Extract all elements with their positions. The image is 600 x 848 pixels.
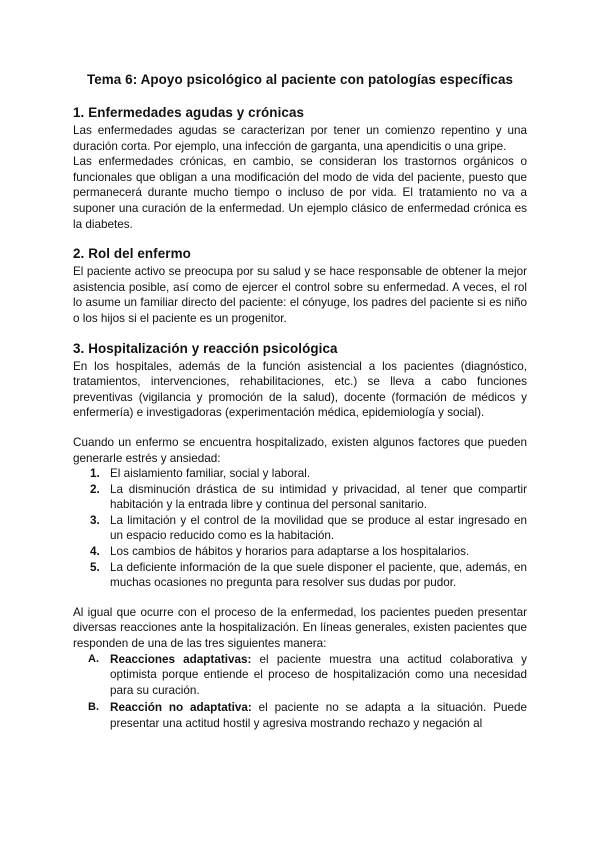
reaction-label: Reacciones adaptativas: [110,652,252,666]
list-item [73,466,527,482]
list-number: 2. [90,482,100,496]
list-item [73,482,527,513]
paragraph: En los hospitales, además de la función asistencial a los pacientes (diagnóstico, tratamientos, intervenciones, rehabilitaciones, etc.) se lleva a cabo funciones preventivas (vigilancia y promoción de la salud), docente (formación de médicos y enfermería) e investigadoras (experimentación médica, epidemiología y social). [73,359,527,420]
section-acute-chronic [73,105,527,232]
stress-factors-list [73,466,527,591]
list-letter: B. [88,701,99,714]
list-item-text: Los cambios de hábitos y horarios para adaptarse a los hospitalarios. [110,545,470,559]
list-number: 1. [90,467,100,481]
list-item [73,544,527,560]
section-sick-role [73,246,527,326]
paragraph: El paciente activo se preocupa por su salud y se hace responsable de obtener la mejor asistencia posible, así como de ejercer el control sobre su enfermedad. A veces, el rol lo asume un familiar directo del paciente: el cónyuge, los padres del paciente si es niño o los hijos si el paciente es un progenitor. [73,265,527,325]
list-item [73,700,527,731]
reactions-list [73,652,527,732]
document-page [73,72,527,746]
list-letter: A. [88,652,99,665]
list-item [73,652,527,699]
list-number: 3. [90,513,100,527]
section-heading: 1. Enfermedades agudas y crónicas [73,105,305,120]
paragraph: Las enfermedades crónicas, en cambio, se consideran los trastornos orgánicos o funcionales que obligan a una modificación del modo de vida del paciente, puesto que permanecerá durante mucho tiempo o incluso de por vida. El tratamiento no va a suponer una curación de la enfermedad. Un ejemplo clásico de enfermedad crónica es la diabetes. [73,155,527,231]
paragraph: Al igual que ocurre con el proceso de la enfermedad, los pacientes pueden presentar diversas reacciones ante la hospitalización. En líneas generales, existen pacientes que responden de una de las tres siguientes manera: [73,605,527,651]
list-item-text: El aislamiento familiar, social y laboral. [110,467,311,481]
list-item-text: La disminución drástica de su intimidad y privacidad, al tener que compartir habitación y la entrada libre y continua del personal sanitario. [110,482,527,512]
list-item [73,513,527,544]
list-item-text: La deficiente información de la que suele disponer el paciente, que, además, en muchas ocasiones no pregunta para resolver sus dudas por pudor. [110,560,527,590]
reaction-label: Reacción no adaptativa: [110,701,252,715]
document-title: Tema 6: Apoyo psicológico al paciente con patologías específicas [86,72,514,87]
paragraph: Las enfermedades agudas se caracterizan por tener un comienzo repentino y una duración corta. Por ejemplo, una infección de garganta, una apendicitis o una gripe. [73,124,527,153]
list-item [73,560,527,591]
paragraph: Cuando un enfermo se encuentra hospitalizado, existen algunos factores que pueden generarle estrés y ansiedad: [73,435,527,465]
list-number: 5. [90,560,100,574]
reaction-text: el paciente no se adapta a la situación. Puede presentar una actitud hostil y agresiva mostrando rechazo y negación al [110,701,527,730]
list-item-text: La limitación y el control de la movilidad que se produce al estar ingresado en un espacio reducido como es la habitación. [110,513,527,543]
section-hospitalization [73,341,527,732]
section-heading: 2. Rol del enfermo [73,246,191,262]
section-heading: 3. Hospitalización y reacción psicológica [73,340,338,356]
list-number: 4. [90,545,100,559]
reaction-text: el paciente muestra una actitud colaborativa y optimista porque entiende el proceso de hospitalización como una necesidad para su curación. [110,652,527,697]
